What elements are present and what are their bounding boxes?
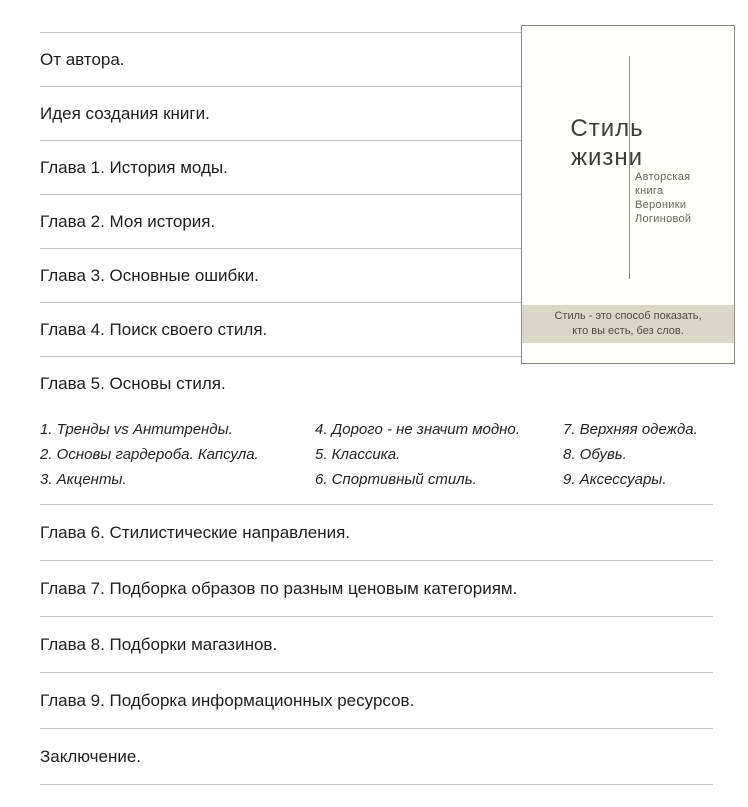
toc-item-label: Глава 7. Подборка образов по разным ценовым категориям.: [40, 578, 518, 598]
toc-item-label: Глава 6. Стилистические направления.: [40, 522, 351, 542]
toc-item-label: Заключение.: [40, 746, 142, 766]
toc-item: [40, 561, 713, 616]
toc-item-label: Глава 9. Подборка информационных ресурсов.: [40, 690, 415, 710]
toc-item-label: Глава 4. Поиск своего стиля.: [40, 319, 268, 339]
book-subtitle-line: Логиновой: [635, 213, 692, 225]
toc-item: [40, 505, 713, 560]
chapter5-subitems: [40, 410, 713, 504]
book-subtitle-line: книга: [635, 185, 664, 197]
book-subtitle-line: Авторская: [635, 171, 691, 183]
subitem: 4. Дорого - не значит модно.: [315, 421, 520, 438]
book-quote-line-2: кто вы есть, без слов.: [572, 325, 684, 337]
toc-item: [40, 673, 713, 728]
toc-item: [40, 729, 713, 784]
subitem: 3. Акценты.: [40, 471, 127, 488]
toc-item-label: Глава 2. Моя история.: [40, 211, 216, 231]
toc-item-label: От автора.: [40, 49, 125, 69]
subitem: 1. Тренды vs Антитренды.: [40, 421, 233, 438]
toc-item-label: Глава 1. История моды.: [40, 157, 228, 177]
subitem: 5. Классика.: [315, 446, 401, 463]
book-title: [522, 114, 692, 172]
book-subtitle: [635, 170, 691, 226]
subitem: 2. Основы гардероба. Капсула.: [40, 446, 259, 463]
toc-item-label: Идея создания книги.: [40, 103, 210, 123]
book-subtitle-line: Вероники: [635, 199, 687, 211]
chapter5-subitems-column-3: [563, 417, 713, 492]
divider: [40, 784, 713, 785]
chapter5-subitems-column-1: [40, 417, 315, 492]
book-title-line-2: жизни: [570, 144, 644, 171]
toc-item-label: Глава 8. Подборки магазинов.: [40, 634, 278, 654]
toc-item-label: Глава 3. Основные ошибки.: [40, 265, 259, 285]
subitem: 7. Верхняя одежда.: [563, 421, 698, 438]
toc-item-label: Глава 5. Основы стиля.: [40, 373, 226, 393]
toc-item: [40, 357, 713, 410]
subitem: 9. Аксессуары.: [563, 471, 667, 488]
book-cover: [521, 25, 735, 364]
subitem: 6. Спортивный стиль.: [315, 471, 477, 488]
book-quote-line-1: Стиль - это способ показать,: [554, 310, 702, 322]
book-quote-band: [522, 305, 734, 343]
chapter5-subitems-column-2: [315, 417, 563, 492]
book-title-line-1: Стиль: [570, 115, 644, 142]
toc-item: [40, 617, 713, 672]
subitem: 8. Обувь.: [563, 446, 627, 463]
